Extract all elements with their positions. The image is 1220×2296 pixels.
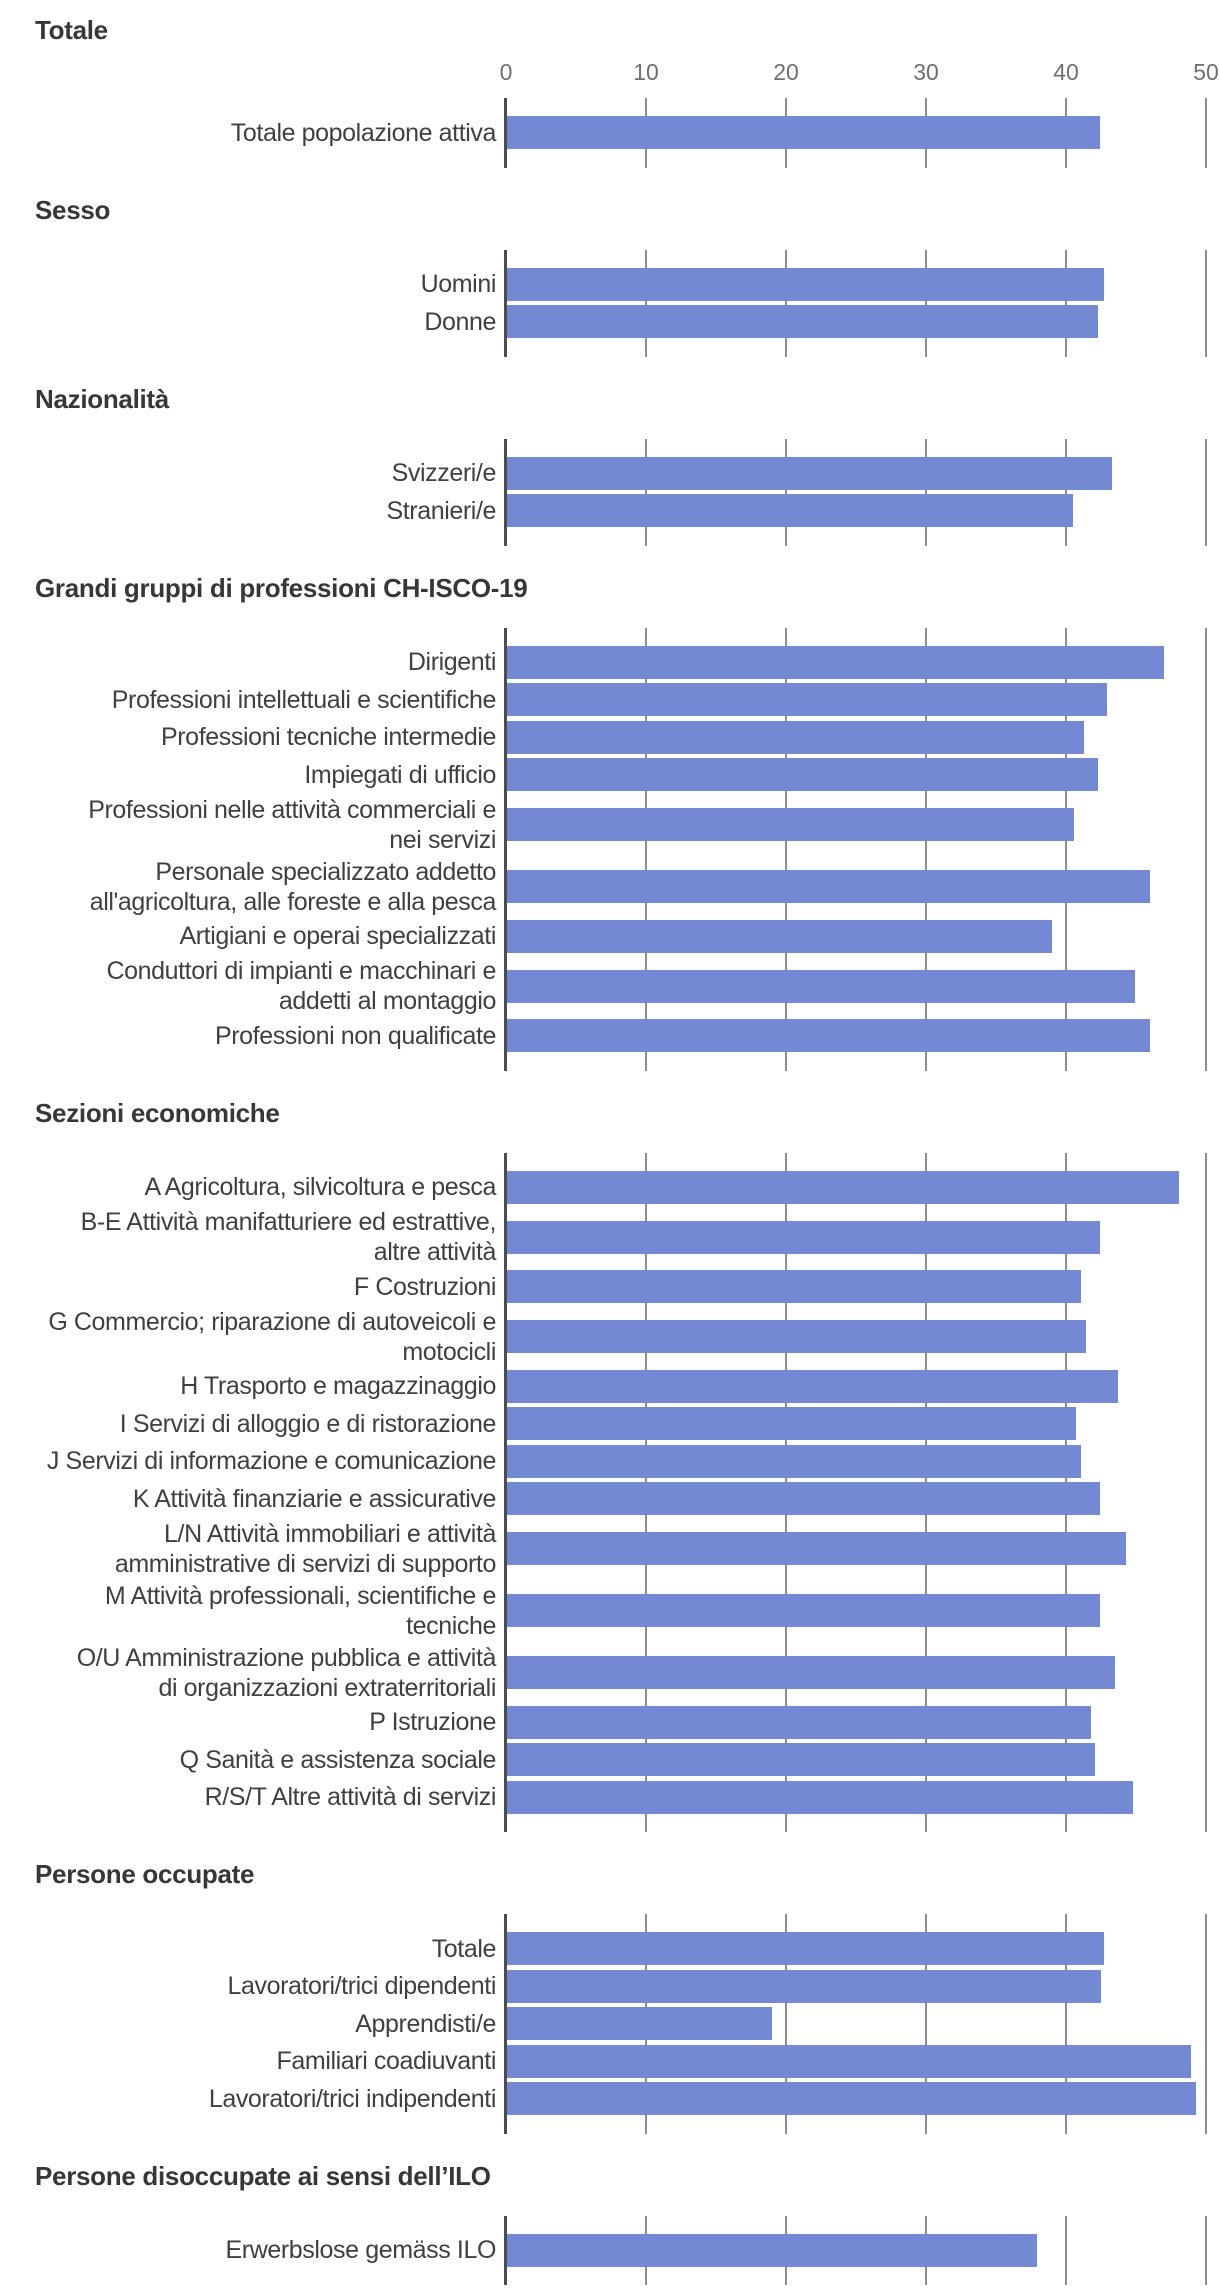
section-heading: Persone occupate (35, 1859, 255, 1889)
row-label: F Costruzioni (353, 1272, 496, 1301)
row-label: Familiari coadiuvanti (276, 2047, 496, 2076)
row-label: Conduttori di impianti e macchinari e (106, 957, 496, 985)
bar (506, 2045, 1191, 2078)
y-axis-line (504, 1914, 507, 2134)
bar (506, 870, 1150, 903)
row-label: H Trasporto e magazzinaggio (180, 1372, 496, 1401)
row-label: Dirigenti (407, 648, 496, 677)
y-axis-line (504, 250, 507, 357)
row-label: R/S/T Altre attività di servizi (204, 1783, 496, 1812)
gridline (925, 439, 927, 546)
row-label: Artigiani e operai specializzati (179, 922, 496, 951)
row-label: Lavoratori/trici indipendenti (208, 2084, 496, 2113)
bar (506, 1270, 1081, 1303)
bar (506, 1320, 1086, 1353)
y-axis-line (504, 2216, 507, 2286)
row-label: motocicli (402, 1337, 496, 1366)
row-label: amministrative di servizi di supporto (114, 1549, 496, 1578)
row-label: Lavoratori/trici dipendenti (227, 1972, 496, 2001)
bar (506, 1171, 1179, 1204)
row-label: Svizzeri/e (391, 459, 496, 488)
gridline (1065, 250, 1067, 357)
bar (506, 1221, 1100, 1254)
y-axis-line (504, 98, 507, 168)
bar (506, 1656, 1115, 1689)
axis-tick-label: 10 (633, 59, 659, 85)
bar (506, 1370, 1118, 1403)
row-label: G Commercio; riparazione di autoveicoli e (48, 1307, 496, 1336)
row-label: Totale (431, 1934, 496, 1963)
row-label: O/U Amministrazione pubblica e attività (76, 1643, 496, 1672)
section-heading: Totale (35, 15, 108, 45)
row-label: all'agricoltura, alle foreste e alla pesca (89, 887, 496, 916)
row-label: B-E Attività manifatturiere ed estrattive, (80, 1208, 496, 1236)
row-label: Personale specializzato addetto (155, 857, 496, 886)
section-heading: Grandi gruppi di professioni CH-ISCO-19 (35, 572, 528, 603)
row-label: Impiegati di ufficio (304, 760, 496, 789)
bar (506, 1445, 1081, 1478)
gridline (925, 250, 927, 357)
section-heading: Nazionalità (35, 383, 169, 414)
gridline (1065, 2216, 1067, 2286)
gridline (1205, 1153, 1207, 1833)
row-label: A Agricoltura, silvicoltura e pesca (144, 1173, 496, 1202)
gridline (645, 250, 647, 357)
gridline (785, 439, 787, 546)
bar (506, 970, 1135, 1003)
row-label: Totale popolazione attiva (230, 118, 496, 147)
bar (506, 305, 1098, 338)
row-label: Professioni non qualificate (214, 1021, 496, 1050)
row-label: Professioni nelle attività commerciali e (88, 795, 496, 824)
row-label: Donne (424, 307, 496, 336)
y-axis-line (504, 439, 507, 546)
row-label: Uomini (420, 270, 496, 299)
bar (506, 808, 1074, 841)
gridline (645, 439, 647, 546)
bar (506, 1482, 1100, 1515)
row-label: I Servizi di alloggio e di ristorazione (119, 1409, 496, 1438)
gridline (1205, 98, 1207, 168)
row-label: nei servizi (389, 825, 496, 854)
section-heading: Sesso (35, 194, 111, 225)
gridline (1205, 2216, 1207, 2286)
bar (506, 116, 1100, 149)
bar (506, 1781, 1133, 1814)
bar (506, 2082, 1196, 2115)
bar (506, 1019, 1150, 1052)
bar (506, 646, 1164, 679)
row-label: altre attività (373, 1238, 496, 1266)
y-axis-line (504, 628, 507, 1071)
section-heading: Persone disoccupate ai sensi dell’ILO (35, 2160, 491, 2191)
gridline (785, 250, 787, 357)
bar (506, 457, 1112, 490)
row-label: P Istruzione (369, 1708, 496, 1737)
row-label: K Attività finanziarie e assicurative (132, 1484, 496, 1513)
bar (506, 1532, 1126, 1565)
row-label: Professioni intellettuali e scientifiche (111, 685, 496, 714)
axis-tick-label: 0 (499, 59, 513, 85)
bar (506, 920, 1052, 953)
gridline (1205, 439, 1207, 546)
bar (506, 1743, 1095, 1776)
gridline (1205, 1914, 1207, 2134)
bar (506, 1970, 1101, 2003)
row-label: Erwerbslose gemäss ILO (225, 2236, 496, 2265)
axis-tick-label: 20 (773, 59, 799, 85)
row-label: di organizzazioni extraterritoriali (158, 1673, 496, 1702)
gridline (1205, 628, 1207, 1071)
bar (506, 721, 1084, 754)
bar (506, 683, 1107, 716)
bar (506, 268, 1104, 301)
bar (506, 1407, 1076, 1440)
bar (506, 2007, 772, 2040)
row-label: J Servizi di informazione e comunicazione (46, 1447, 496, 1476)
axis-tick-label: 40 (1053, 59, 1079, 85)
row-label: Professioni tecniche intermedie (160, 723, 496, 752)
row-label: addetti al montaggio (278, 987, 496, 1015)
bar (506, 1594, 1100, 1627)
bar (506, 2234, 1037, 2267)
gridline (1205, 250, 1207, 357)
axis-tick-label: 50 (1193, 59, 1219, 85)
bar (506, 494, 1073, 527)
row-label: Stranieri/e (386, 496, 496, 525)
section-heading: Sezioni economiche (35, 1097, 280, 1128)
row-label: Apprendisti/e (355, 2009, 496, 2038)
row-label: L/N Attività immobiliari e attività (164, 1519, 496, 1548)
row-label: Q Sanità e assistenza sociale (179, 1745, 496, 1774)
row-label: M Attività professionali, scientifiche e (104, 1581, 496, 1610)
row-label: tecniche (406, 1611, 496, 1640)
axis-tick-label: 30 (913, 59, 939, 85)
y-axis-line (504, 1153, 507, 1833)
bar (506, 758, 1098, 791)
bar (506, 1706, 1091, 1739)
gridline (1065, 439, 1067, 546)
bar (506, 1932, 1104, 1965)
